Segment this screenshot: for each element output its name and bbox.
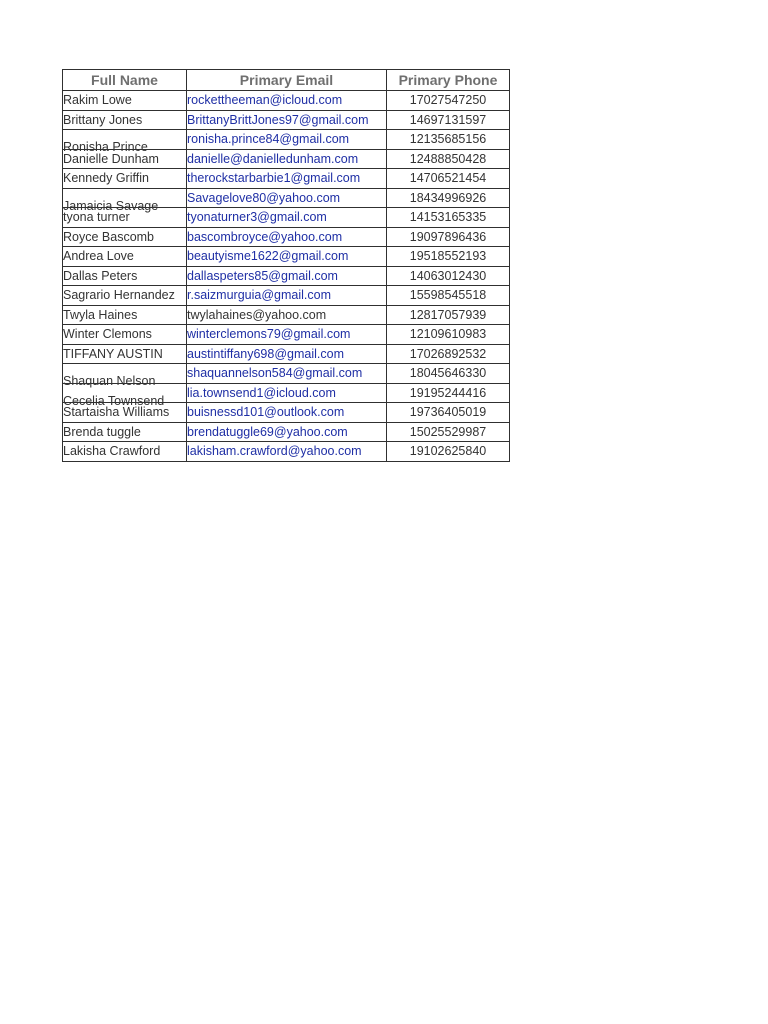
- table-row: [63, 344, 510, 364]
- phone-cell[interactable]: 19102625840: [387, 442, 510, 462]
- table-row: [63, 442, 510, 462]
- table-row: [63, 364, 510, 384]
- table-row: [63, 188, 510, 208]
- table-row: [63, 247, 510, 267]
- full-name-cell[interactable]: [63, 188, 187, 213]
- phone-cell[interactable]: 17027547250: [387, 91, 510, 111]
- header-full-name[interactable]: Full Name: [63, 70, 187, 91]
- email-cell[interactable]: beautyisme1622@gmail.com: [187, 247, 387, 267]
- full-name-cell[interactable]: Twyla Haines: [63, 305, 187, 325]
- email-cell[interactable]: therockstarbarbie1@gmail.com: [187, 169, 387, 189]
- phone-cell[interactable]: 14153165335: [387, 208, 510, 228]
- full-name-cell[interactable]: Startaisha Williams: [63, 403, 187, 423]
- table-row: [63, 208, 510, 228]
- email-cell[interactable]: tyonaturner3@gmail.com: [187, 208, 387, 228]
- email-cell[interactable]: danielle@danielledunham.com: [187, 149, 387, 169]
- phone-cell[interactable]: 15598545518: [387, 286, 510, 306]
- table-row: [63, 286, 510, 306]
- email-cell[interactable]: winterclemons79@gmail.com: [187, 325, 387, 345]
- full-name-cell[interactable]: [63, 130, 187, 155]
- email-cell[interactable]: dallaspeters85@gmail.com: [187, 266, 387, 286]
- full-name-cell[interactable]: Danielle Dunham: [63, 149, 187, 169]
- full-name-cell[interactable]: Dallas Peters: [63, 266, 187, 286]
- phone-cell[interactable]: 12109610983: [387, 325, 510, 345]
- phone-cell[interactable]: 19097896436: [387, 227, 510, 247]
- email-cell[interactable]: r.saizmurguia@gmail.com: [187, 286, 387, 306]
- phone-cell[interactable]: 17026892532: [387, 344, 510, 364]
- phone-cell[interactable]: 19195244416: [387, 383, 510, 403]
- overflow-name-text: Shaquan Nelson: [63, 374, 156, 389]
- full-name-cell[interactable]: Winter Clemons: [63, 325, 187, 345]
- email-cell[interactable]: shaquannelson584@gmail.com: [187, 364, 387, 384]
- overflow-name-text: Jamaicia Savage: [63, 198, 159, 213]
- email-cell[interactable]: buisnessd101@outlook.com: [187, 403, 387, 423]
- table-row: [63, 169, 510, 189]
- table-row: [63, 266, 510, 286]
- full-name-cell[interactable]: Brenda tuggle: [63, 422, 187, 442]
- phone-cell[interactable]: 18045646330: [387, 364, 510, 384]
- table-row: [63, 422, 510, 442]
- phone-cell[interactable]: 15025529987: [387, 422, 510, 442]
- full-name-cell[interactable]: Rakim Lowe: [63, 91, 187, 111]
- phone-cell[interactable]: 14697131597: [387, 110, 510, 130]
- full-name-cell[interactable]: Sagrario Hernandez: [63, 286, 187, 306]
- table-row: [63, 91, 510, 111]
- table-row: [63, 383, 510, 403]
- full-name-cell[interactable]: tyona turner: [63, 208, 187, 228]
- full-name-cell[interactable]: Kennedy Griffin: [63, 169, 187, 189]
- phone-cell[interactable]: 12817057939: [387, 305, 510, 325]
- overflow-name-text: Cecelia Townsend: [63, 393, 165, 408]
- phone-cell[interactable]: 18434996926: [387, 188, 510, 208]
- email-cell[interactable]: lakisham.crawford@yahoo.com: [187, 442, 387, 462]
- email-cell[interactable]: ronisha.prince84@gmail.com: [187, 130, 387, 150]
- table-row: [63, 130, 510, 150]
- email-cell[interactable]: twylahaines@yahoo.com: [187, 305, 387, 325]
- full-name-cell[interactable]: Lakisha Crawford: [63, 442, 187, 462]
- full-name-cell[interactable]: Brittany Jones: [63, 110, 187, 130]
- full-name-cell[interactable]: TIFFANY AUSTIN: [63, 344, 187, 364]
- header-primary-phone[interactable]: Primary Phone: [387, 70, 510, 91]
- full-name-cell[interactable]: Andrea Love: [63, 247, 187, 267]
- phone-cell[interactable]: 19518552193: [387, 247, 510, 267]
- overflow-name-text: Ronisha Prince: [63, 140, 148, 155]
- phone-cell[interactable]: 19736405019: [387, 403, 510, 423]
- phone-cell[interactable]: 14706521454: [387, 169, 510, 189]
- header-row: [63, 70, 510, 91]
- full-name-cell[interactable]: Royce Bascomb: [63, 227, 187, 247]
- phone-cell[interactable]: 12135685156: [387, 130, 510, 150]
- email-cell[interactable]: brendatuggle69@yahoo.com: [187, 422, 387, 442]
- email-cell[interactable]: austintiffany698@gmail.com: [187, 344, 387, 364]
- contacts-table: [62, 69, 510, 462]
- table-row: [63, 110, 510, 130]
- phone-cell[interactable]: 12488850428: [387, 149, 510, 169]
- table-row: [63, 227, 510, 247]
- full-name-cell[interactable]: [63, 364, 187, 389]
- email-cell[interactable]: lia.townsend1@icloud.com: [187, 383, 387, 403]
- table-row: [63, 325, 510, 345]
- email-cell[interactable]: rockettheeman@icloud.com: [187, 91, 387, 111]
- email-cell[interactable]: BrittanyBrittJones97@gmail.com: [187, 110, 387, 130]
- phone-cell[interactable]: 14063012430: [387, 266, 510, 286]
- email-cell[interactable]: bascombroyce@yahoo.com: [187, 227, 387, 247]
- table-row: [63, 403, 510, 423]
- email-cell[interactable]: Savagelove80@yahoo.com: [187, 188, 387, 208]
- header-primary-email[interactable]: Primary Email: [187, 70, 387, 91]
- table-row: [63, 305, 510, 325]
- table-row: [63, 149, 510, 169]
- full-name-cell[interactable]: [63, 383, 187, 408]
